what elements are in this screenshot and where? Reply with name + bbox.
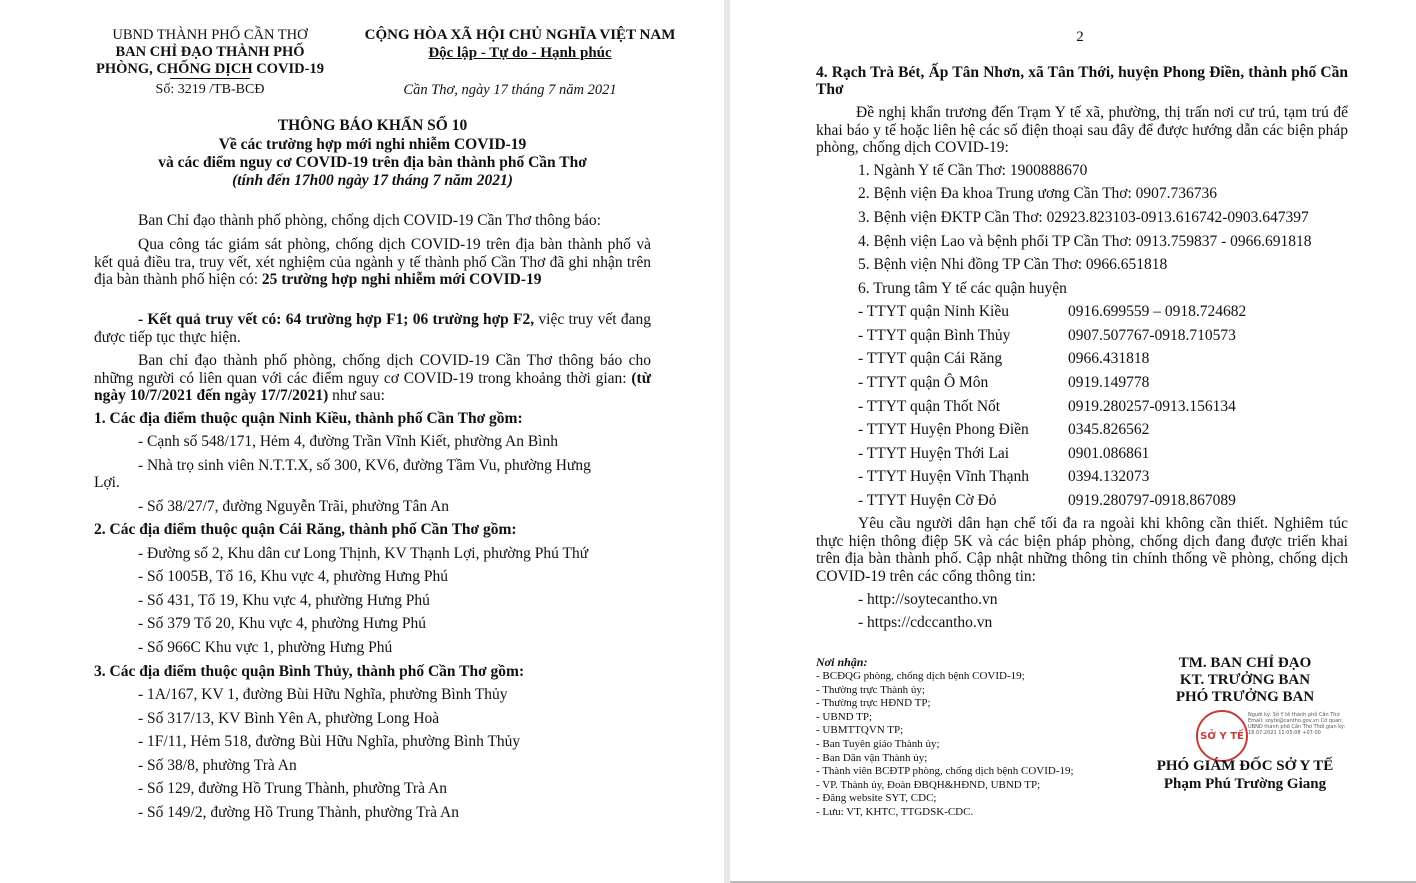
section-1-title: 1. Các địa điểm thuộc quận Ninh Kiều, thành phố Cần Thơ gồm:	[94, 410, 523, 427]
ttyt-phone-5: 0919.280257-0913.156134	[1068, 398, 1236, 415]
sec2-item-4: - Số 379 Tổ 20, Khu vực 4, phường Hưng Phú	[138, 615, 427, 632]
recipient-item: - BCĐQG phòng, chống dịch bệnh COVID-19;	[816, 670, 1025, 682]
seal-stamp: SỞ Y TẾ	[1196, 710, 1248, 762]
ttyt-name-9: - TTYT Huyện Cờ Đỏ	[858, 492, 997, 509]
recipient-item: - Lưu: VT, KHTC, TTGDSK-CDC.	[816, 805, 974, 818]
sec1-item-2: - Nhà trọ sinh viên N.T.T.X, số 300, KV6, đường Tầm Vu, phường Hưng	[138, 457, 591, 474]
ttyt-name-4: - TTYT quận Ô Môn	[858, 374, 989, 391]
section-2-title: 2. Các địa điểm thuộc quận Cái Răng, thành phố Cần Thơ gồm:	[94, 521, 517, 538]
recipient-item: - Ban Dân vận Thành ủy;	[816, 751, 928, 764]
sign-line-2: KT. TRƯỞNG BAN	[1179, 672, 1311, 688]
ttyt-name-3: - TTYT quận Cái Răng	[858, 350, 1003, 367]
sec3-item-5: - Số 129, đường Hồ Trung Thành, phường Trà An	[138, 780, 447, 797]
sec2-item-1: - Đường số 2, Khu dân cư Long Thịnh, KV Thạnh Lợi, phường Phú Thứ	[138, 545, 589, 562]
nation-line-2: Độc lập - Tự do - Hạnh phúc	[428, 45, 612, 61]
agency-line-3: PHÒNG, CHỐNG DỊCH COVID-19	[96, 61, 324, 77]
recipient-item: - Thường trực Thành ủy;	[816, 683, 925, 696]
sign-line-1: TM. BAN CHỈ ĐẠO	[1178, 655, 1312, 671]
notice-subtitle-2: và các điểm nguy cơ COVID-19 trên địa bàn thành phố Cần Thơ	[158, 154, 587, 171]
recipients-title: Nơi nhận:	[816, 655, 868, 669]
contact-4: 4. Bệnh viện Lao và bệnh phổi TP Cần Thơ: 0913.759837 - 0966.691818	[858, 233, 1312, 250]
date-place: Cần Thơ, ngày 17 tháng 7 năm 2021	[403, 82, 617, 98]
paragraph-surveillance-text: Qua công tác giám sát phòng, chống dịch COVID-19 trên địa bàn thành phố và kết quả điều tra, truy vết, xét nghiệm của ngành y tế thành phố Cần Thơ đã ghi nhận trên địa bàn thành phố hiện có:	[94, 236, 651, 288]
agency-line-1: UBND THÀNH PHỐ CẦN THƠ	[112, 27, 308, 43]
ttyt-phone-9: 0919.280797-0918.867089	[1068, 492, 1236, 509]
request-paragraph: Đề nghị khẩn trương đến Trạm Y tế xã, phường, thị trấn nơi cư trú, tạm trú để khai báo y tế hoặc liên hệ các số điện thoại sau đây để được hướng dẫn các biện pháp phòng, chống dịch COVID-19:	[816, 104, 1348, 156]
paragraph-risk-period	[94, 352, 651, 405]
document-number: Số: 3219 /TB-BCĐ	[155, 82, 265, 97]
sec2-item-5: - Số 966C Khu vực 1, phường Hưng Phú	[138, 639, 393, 656]
tracing-continue-text: việc truy vết đang được tiếp tục thực hiện.	[94, 311, 651, 346]
paragraph-surveillance	[94, 236, 651, 289]
ttyt-name-8: - TTYT Huyện Vĩnh Thạnh	[858, 468, 1030, 485]
sec3-item-6: - Số 149/2, đường Hồ Trung Thành, phường Trà An	[138, 804, 459, 821]
recipient-item: - Thường trực HĐND TP;	[816, 697, 931, 710]
paragraph-tracing	[94, 311, 651, 346]
ttyt-phone-6: 0345.826562	[1068, 421, 1150, 438]
notice-title: THÔNG BÁO KHẨN SỐ 10	[277, 117, 468, 134]
contact-6: 6. Trung tâm Y tế các quận huyện	[858, 280, 1067, 297]
contact-2: 2. Bệnh viện Đa khoa Trung ương Cần Thơ: 0907.736736	[858, 185, 1218, 202]
ttyt-phone-2: 0907.507767-0918.710573	[1068, 327, 1236, 344]
sec2-item-2: - Số 1005B, Tổ 16, Khu vực 4, phường Hưng Phú	[138, 568, 448, 585]
ttyt-name-5: - TTYT quận Thốt Nốt	[858, 398, 1001, 415]
sec1-item-3: - Số 38/27/7, đường Nguyễn Trãi, phường Tân An	[138, 498, 450, 515]
sec2-item-3: - Số 431, Tổ 19, Khu vực 4, phường Hưng Phú	[138, 592, 430, 609]
sec3-item-3: - 1F/11, Hẻm 518, đường Bùi Hữu Nghĩa, phường Bình Thủy	[138, 733, 521, 750]
contact-3: 3. Bệnh viện ĐKTP Cần Thơ: 02923.823103-0913.616742-0903.647397	[858, 209, 1309, 226]
notice-subtitle-3: (tính đến 17h00 ngày 17 tháng 7 năm 2021)	[232, 172, 513, 189]
recipient-item: - Thành viên BCĐTP phòng, chống dịch bệnh COVID-19;	[816, 765, 1074, 778]
contact-1: 1. Ngành Y tế Cần Thơ: 1900888670	[858, 162, 1088, 179]
recipient-item: - UBND TP;	[816, 710, 873, 723]
page-number: 2	[1076, 29, 1084, 45]
section-3-title: 3. Các địa điểm thuộc quận Bình Thủy, thành phố Cần Thơ gồm:	[94, 663, 525, 680]
ttyt-phone-7: 0901.086861	[1068, 445, 1150, 462]
recipient-item: - Đăng website SYT, CDC;	[816, 792, 937, 805]
digital-signature-info: Người ký: Sở Y tế thành phố Cần Thơ Email: soyte@cantho.gov.vn Cơ quan: UBND thành phố Cần Thơ Thời gian ký: 18.07.2021 11:05:08 +07:00	[1248, 712, 1346, 736]
notice-subtitle-1: Về các trường hợp mới nghi nhiễm COVID-19	[218, 136, 527, 153]
link-soyte[interactable]: - http://soytecantho.vn	[858, 591, 998, 608]
risk-period-end: như sau:	[328, 387, 385, 404]
link-cdc[interactable]: - https://cdccantho.vn	[858, 614, 993, 631]
ttyt-name-2: - TTYT quận Bình Thủy	[858, 327, 1011, 344]
risk-period-text: Ban chỉ đạo thành phố phòng, chống dịch COVID-19 Cần Thơ thông báo cho những người có liên quan với các điểm nguy cơ COVID-19 trong khoảng thời gian:	[94, 352, 651, 387]
agency-underline	[170, 78, 250, 79]
ttyt-phone-4: 0919.149778	[1068, 374, 1150, 391]
recipient-item: - UBMTTQVN TP;	[816, 724, 904, 737]
sec3-item-4: - Số 38/8, phường Trà An	[138, 757, 297, 774]
sec3-item-1: - 1A/167, KV 1, đường Bùi Hữu Nghĩa, phường Bình Thủy	[138, 686, 508, 703]
agency-line-2: BAN CHỈ ĐẠO THÀNH PHỐ	[115, 44, 305, 60]
ttyt-name-7: - TTYT Huyện Thới Lai	[858, 445, 1010, 462]
nation-line-1: CỘNG HÒA XÃ HỘI CHỦ NGHĨA VIỆT NAM	[364, 27, 676, 43]
ttyt-name-6: - TTYT Huyện Phong Điền	[858, 421, 1029, 438]
ttyt-phone-3: 0966.431818	[1068, 350, 1150, 367]
sign-line-3: PHÓ TRƯỞNG BAN	[1175, 689, 1315, 705]
tracing-result: - Kết quả truy vết có: 64 trường hợp F1; 06 trường hợp F2,	[138, 311, 535, 328]
closing-paragraph: Yêu cầu người dân hạn chế tối đa ra ngoài khi không cần thiết. Nghiêm túc thực hiện thông điệp 5K và các biện pháp phòng, chống dịch đang được triển khai trên địa bàn thành phố. Cập nhật những thông tin chính thống về phòng, chống dịch COVID-19 trên các cổng thông tin:	[816, 515, 1348, 585]
ttyt-phone-8: 0394.132073	[1068, 468, 1150, 485]
section-4-title: 4. Rạch Trà Bét, Ấp Tân Nhơn, xã Tân Thới, huyện Phong Điền, thành phố Cần Thơ	[816, 64, 1348, 98]
sec1-item-2-cont: Lợi.	[94, 474, 120, 491]
risk-period-dates: (từ ngày 10/7/2021 đến ngày 17/7/2021)	[94, 369, 651, 404]
sec3-item-2: - Số 317/13, KV Bình Yên A, phường Long Hoà	[138, 710, 440, 727]
intro-text: Ban Chỉ đạo thành phố phòng, chống dịch COVID-19 Cần Thơ thông báo:	[138, 212, 601, 229]
recipient-item: - Ban Tuyên giáo Thành ủy;	[816, 737, 940, 750]
contact-5: 5. Bệnh viện Nhi đồng TP Cần Thơ: 0966.651818	[858, 256, 1168, 273]
ttyt-phone-1: 0916.699559 – 0918.724682	[1068, 303, 1247, 320]
new-cases-count: 25 trường hợp nghi nhiễm mới COVID-19	[261, 271, 542, 288]
signer-title: PHÓ GIÁM ĐỐC SỞ Y TẾ	[1156, 758, 1334, 774]
ttyt-name-1: - TTYT quận Ninh Kiều	[858, 303, 1009, 320]
recipients-list	[816, 670, 1074, 820]
signer-name: Phạm Phú Trường Giang	[1163, 776, 1327, 792]
document-page-2	[730, 0, 1416, 883]
sec1-item-1: - Cạnh số 548/171, Hẻm 4, đường Trần Vĩnh Kiết, phường An Bình	[138, 433, 558, 450]
recipient-item: - VP. Thành ủy, Đoàn ĐBQH&HĐND, UBND TP;	[816, 778, 1041, 791]
